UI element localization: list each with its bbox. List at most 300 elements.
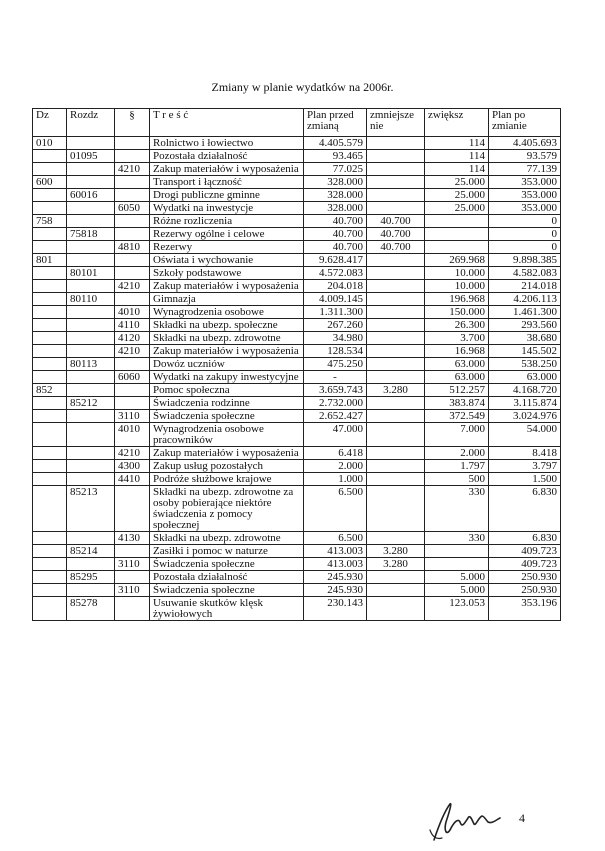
cell-paragraph: [115, 597, 150, 621]
cell-dz: [33, 202, 67, 215]
cell-rozdz: [67, 384, 115, 397]
cell-zmniejszenie: [367, 163, 425, 176]
cell-dz: [33, 597, 67, 621]
cell-plan-przed: 328.000: [304, 202, 367, 215]
table-row: [33, 176, 561, 189]
cell-zmniejszenie: [367, 319, 425, 332]
cell-paragraph: [115, 228, 150, 241]
cell-tresc: Zasiłki i pomoc w naturze: [150, 545, 304, 558]
cell-rozdz: [67, 371, 115, 384]
table-row: [33, 345, 561, 358]
cell-tresc: Zakup usług pozostałych: [150, 460, 304, 473]
cell-dz: [33, 486, 67, 532]
cell-plan-przed: 4.572.083: [304, 267, 367, 280]
table-row: [33, 447, 561, 460]
cell-paragraph: 4010: [115, 306, 150, 319]
cell-rozdz: [67, 176, 115, 189]
header-zwiekszenie: zwiększ: [425, 109, 489, 137]
cell-zmniejszenie: [367, 410, 425, 423]
cell-plan-po: 353.196: [489, 597, 561, 621]
cell-zmniejszenie: [367, 306, 425, 319]
cell-tresc: Oświata i wychowanie: [150, 254, 304, 267]
table-row: [33, 571, 561, 584]
cell-dz: [33, 423, 67, 447]
cell-zwiekszenie: 10.000: [425, 267, 489, 280]
cell-plan-po: 93.579: [489, 150, 561, 163]
cell-plan-po: 250.930: [489, 571, 561, 584]
table-row: [33, 584, 561, 597]
cell-dz: 600: [33, 176, 67, 189]
cell-dz: [33, 345, 67, 358]
cell-zmniejszenie: [367, 447, 425, 460]
cell-tresc: Rezerwy: [150, 241, 304, 254]
table-row: [33, 558, 561, 571]
cell-dz: 758: [33, 215, 67, 228]
cell-rozdz: [67, 215, 115, 228]
cell-plan-przed: 245.930: [304, 571, 367, 584]
cell-zwiekszenie: 25.000: [425, 189, 489, 202]
cell-tresc: Zakup materiałów i wyposażenia: [150, 345, 304, 358]
cell-zmniejszenie: [367, 202, 425, 215]
cell-zwiekszenie: 114: [425, 163, 489, 176]
cell-plan-przed: 2.000: [304, 460, 367, 473]
cell-zmniejszenie: [367, 371, 425, 384]
cell-dz: [33, 163, 67, 176]
cell-rozdz: [67, 473, 115, 486]
cell-zmniejszenie: 40.700: [367, 228, 425, 241]
cell-plan-przed: 40.700: [304, 215, 367, 228]
cell-rozdz: [67, 345, 115, 358]
cell-zwiekszenie: 1.797: [425, 460, 489, 473]
table-row: [33, 202, 561, 215]
cell-rozdz: 80110: [67, 293, 115, 306]
cell-rozdz: [67, 423, 115, 447]
cell-rozdz: [67, 163, 115, 176]
cell-rozdz: [67, 447, 115, 460]
cell-paragraph: [115, 254, 150, 267]
cell-plan-przed: 1.311.300: [304, 306, 367, 319]
cell-plan-przed: 204.018: [304, 280, 367, 293]
cell-tresc: Różne rozliczenia: [150, 215, 304, 228]
cell-plan-przed: 328.000: [304, 189, 367, 202]
cell-zwiekszenie: 114: [425, 137, 489, 150]
cell-plan-przed: 267.260: [304, 319, 367, 332]
table-row: [33, 306, 561, 319]
cell-zwiekszenie: [425, 558, 489, 571]
cell-paragraph: [115, 545, 150, 558]
cell-rozdz: [67, 558, 115, 571]
cell-dz: 010: [33, 137, 67, 150]
cell-tresc: Składki na ubezp. zdrowotne za osoby pobierające niektóre świadczenia z pomocy społecznej: [150, 486, 304, 532]
cell-zwiekszenie: [425, 545, 489, 558]
cell-paragraph: [115, 293, 150, 306]
cell-dz: [33, 558, 67, 571]
table-row: [33, 319, 561, 332]
cell-paragraph: 4130: [115, 532, 150, 545]
cell-paragraph: [115, 358, 150, 371]
cell-paragraph: [115, 571, 150, 584]
cell-zwiekszenie: 16.968: [425, 345, 489, 358]
table-row: [33, 397, 561, 410]
cell-plan-po: 353.000: [489, 202, 561, 215]
cell-dz: [33, 358, 67, 371]
cell-tresc: Świadczenia rodzinne: [150, 397, 304, 410]
page-number: 4: [519, 811, 525, 825]
cell-plan-po: 4.405.693: [489, 137, 561, 150]
cell-paragraph: 6050: [115, 202, 150, 215]
cell-plan-po: 6.830: [489, 532, 561, 545]
cell-paragraph: [115, 267, 150, 280]
cell-plan-przed: 2.732.000: [304, 397, 367, 410]
cell-dz: [33, 228, 67, 241]
cell-zwiekszenie: [425, 228, 489, 241]
cell-zwiekszenie: 25.000: [425, 176, 489, 189]
cell-zwiekszenie: 7.000: [425, 423, 489, 447]
cell-zmniejszenie: [367, 532, 425, 545]
cell-plan-przed: 3.659.743: [304, 384, 367, 397]
cell-zmniejszenie: [367, 254, 425, 267]
cell-zmniejszenie: [367, 571, 425, 584]
cell-tresc: Dowóz uczniów: [150, 358, 304, 371]
cell-plan-przed: 328.000: [304, 176, 367, 189]
table-row: [33, 532, 561, 545]
cell-zmniejszenie: [367, 345, 425, 358]
cell-plan-przed: 128.534: [304, 345, 367, 358]
cell-tresc: Drogi publiczne gminne: [150, 189, 304, 202]
cell-rozdz: 80101: [67, 267, 115, 280]
cell-paragraph: [115, 215, 150, 228]
cell-tresc: Składki na ubezp. społeczne: [150, 319, 304, 332]
cell-plan-przed: -: [304, 371, 367, 384]
table-row: [33, 423, 561, 447]
cell-plan-przed: 34.980: [304, 332, 367, 345]
document-title: Zmiany w planie wydatków na 2006r.: [211, 80, 394, 94]
cell-zwiekszenie: 330: [425, 532, 489, 545]
cell-paragraph: 6060: [115, 371, 150, 384]
header-tresc: T r e ś ć: [150, 109, 304, 137]
cell-zwiekszenie: 5.000: [425, 571, 489, 584]
cell-paragraph: 4210: [115, 345, 150, 358]
cell-dz: [33, 332, 67, 345]
signature: [420, 800, 510, 842]
cell-plan-po: 1.461.300: [489, 306, 561, 319]
cell-rozdz: 85212: [67, 397, 115, 410]
cell-rozdz: [67, 584, 115, 597]
cell-rozdz: [67, 460, 115, 473]
cell-tresc: Pozostała działalność: [150, 150, 304, 163]
cell-plan-przed: 93.465: [304, 150, 367, 163]
table-body: [33, 137, 561, 621]
table-row: [33, 545, 561, 558]
cell-zmniejszenie: [367, 473, 425, 486]
cell-zmniejszenie: [367, 189, 425, 202]
cell-paragraph: [115, 384, 150, 397]
header-plan-po: Plan po zmianie: [489, 109, 561, 137]
cell-paragraph: 3110: [115, 558, 150, 571]
cell-dz: [33, 189, 67, 202]
cell-paragraph: 4010: [115, 423, 150, 447]
cell-plan-przed: 6.418: [304, 447, 367, 460]
cell-plan-po: 353.000: [489, 176, 561, 189]
cell-tresc: Świadczenia społeczne: [150, 558, 304, 571]
cell-plan-przed: 9.628.417: [304, 254, 367, 267]
cell-rozdz: 60016: [67, 189, 115, 202]
cell-paragraph: 3110: [115, 410, 150, 423]
cell-zwiekszenie: 3.700: [425, 332, 489, 345]
cell-paragraph: 4410: [115, 473, 150, 486]
cell-zwiekszenie: 500: [425, 473, 489, 486]
cell-paragraph: 4810: [115, 241, 150, 254]
table-row: [33, 267, 561, 280]
table-row: [33, 473, 561, 486]
cell-zmniejszenie: 3.280: [367, 545, 425, 558]
cell-dz: [33, 473, 67, 486]
cell-zwiekszenie: 63.000: [425, 358, 489, 371]
cell-tresc: Wydatki na zakupy inwestycyjne: [150, 371, 304, 384]
table-header-row: [33, 109, 561, 137]
cell-rozdz: 85214: [67, 545, 115, 558]
budget-changes-table: [32, 108, 561, 621]
cell-paragraph: 4110: [115, 319, 150, 332]
cell-zmniejszenie: [367, 176, 425, 189]
table-row: [33, 137, 561, 150]
cell-zmniejszenie: [367, 584, 425, 597]
cell-dz: [33, 397, 67, 410]
cell-zwiekszenie: 269.968: [425, 254, 489, 267]
cell-plan-po: 353.000: [489, 189, 561, 202]
cell-zmniejszenie: [367, 460, 425, 473]
cell-plan-po: 3.024.976: [489, 410, 561, 423]
cell-zmniejszenie: 3.280: [367, 384, 425, 397]
cell-paragraph: 4300: [115, 460, 150, 473]
cell-zwiekszenie: 512.257: [425, 384, 489, 397]
table-row: [33, 163, 561, 176]
cell-rozdz: [67, 137, 115, 150]
cell-plan-po: 409.723: [489, 558, 561, 571]
cell-zmniejszenie: 40.700: [367, 241, 425, 254]
cell-zmniejszenie: [367, 137, 425, 150]
cell-zwiekszenie: [425, 241, 489, 254]
table-row: [33, 241, 561, 254]
cell-tresc: Składki na ubezp. zdrowotne: [150, 532, 304, 545]
table-row: [33, 280, 561, 293]
cell-tresc: Składki na ubezp. zdrowotne: [150, 332, 304, 345]
cell-dz: [33, 532, 67, 545]
cell-dz: [33, 241, 67, 254]
cell-dz: [33, 447, 67, 460]
cell-zwiekszenie: [425, 215, 489, 228]
cell-paragraph: [115, 137, 150, 150]
cell-plan-po: 0: [489, 241, 561, 254]
header-rozdz: Rozdz: [67, 109, 115, 137]
cell-zwiekszenie: 26.300: [425, 319, 489, 332]
table-row: [33, 189, 561, 202]
cell-dz: [33, 267, 67, 280]
cell-plan-przed: 230.143: [304, 597, 367, 621]
cell-plan-po: 250.930: [489, 584, 561, 597]
cell-dz: [33, 571, 67, 584]
cell-zmniejszenie: 3.280: [367, 558, 425, 571]
cell-plan-po: 409.723: [489, 545, 561, 558]
cell-plan-przed: 1.000: [304, 473, 367, 486]
cell-dz: [33, 410, 67, 423]
cell-tresc: Szkoły podstawowe: [150, 267, 304, 280]
cell-rozdz: [67, 319, 115, 332]
cell-zmniejszenie: [367, 293, 425, 306]
table-row: [33, 228, 561, 241]
table-row: [33, 358, 561, 371]
table-row: [33, 215, 561, 228]
cell-zmniejszenie: [367, 358, 425, 371]
cell-plan-przed: 413.003: [304, 558, 367, 571]
cell-zwiekszenie: 114: [425, 150, 489, 163]
cell-plan-po: 54.000: [489, 423, 561, 447]
cell-zmniejszenie: [367, 423, 425, 447]
cell-rozdz: 85295: [67, 571, 115, 584]
cell-rozdz: [67, 254, 115, 267]
cell-plan-przed: 40.700: [304, 228, 367, 241]
cell-zmniejszenie: [367, 486, 425, 532]
cell-rozdz: [67, 532, 115, 545]
cell-zwiekszenie: 123.053: [425, 597, 489, 621]
cell-paragraph: 4210: [115, 163, 150, 176]
cell-tresc: Zakup materiałów i wyposażenia: [150, 280, 304, 293]
cell-rozdz: [67, 241, 115, 254]
header-plan-przed: Plan przed zmianą: [304, 109, 367, 137]
cell-plan-po: 4.582.083: [489, 267, 561, 280]
table-row: [33, 460, 561, 473]
cell-paragraph: [115, 397, 150, 410]
table-row: [33, 293, 561, 306]
cell-tresc: Zakup materiałów i wyposażenia: [150, 163, 304, 176]
cell-zmniejszenie: [367, 597, 425, 621]
cell-dz: [33, 293, 67, 306]
cell-zwiekszenie: 2.000: [425, 447, 489, 460]
table-row: [33, 254, 561, 267]
cell-zwiekszenie: 372.549: [425, 410, 489, 423]
cell-dz: [33, 306, 67, 319]
cell-tresc: Pozostała działalność: [150, 571, 304, 584]
cell-rozdz: [67, 280, 115, 293]
cell-tresc: Podróże służbowe krajowe: [150, 473, 304, 486]
cell-dz: [33, 545, 67, 558]
cell-plan-po: 0: [489, 228, 561, 241]
cell-plan-przed: 413.003: [304, 545, 367, 558]
cell-dz: [33, 280, 67, 293]
cell-tresc: Zakup materiałów i wyposażenia: [150, 447, 304, 460]
table-row: [33, 332, 561, 345]
cell-rozdz: [67, 306, 115, 319]
cell-zmniejszenie: 40.700: [367, 215, 425, 228]
cell-plan-przed: 2.652.427: [304, 410, 367, 423]
cell-plan-po: 293.560: [489, 319, 561, 332]
cell-zmniejszenie: [367, 397, 425, 410]
cell-plan-po: 3.115.874: [489, 397, 561, 410]
table-row: [33, 597, 561, 621]
cell-paragraph: [115, 176, 150, 189]
cell-plan-przed: 245.930: [304, 584, 367, 597]
header-dz: Dz: [33, 109, 67, 137]
cell-plan-po: 145.502: [489, 345, 561, 358]
cell-rozdz: 01095: [67, 150, 115, 163]
cell-rozdz: 75818: [67, 228, 115, 241]
cell-plan-po: 538.250: [489, 358, 561, 371]
cell-tresc: Wynagrodzenia osobowe: [150, 306, 304, 319]
cell-plan-po: 77.139: [489, 163, 561, 176]
cell-zwiekszenie: 63.000: [425, 371, 489, 384]
cell-paragraph: [115, 486, 150, 532]
cell-plan-po: 214.018: [489, 280, 561, 293]
cell-rozdz: [67, 410, 115, 423]
cell-dz: [33, 584, 67, 597]
cell-plan-przed: 77.025: [304, 163, 367, 176]
cell-tresc: Wynagrodzenia osobowe pracowników: [150, 423, 304, 447]
cell-zwiekszenie: 383.874: [425, 397, 489, 410]
cell-plan-po: 9.898.385: [489, 254, 561, 267]
cell-dz: 801: [33, 254, 67, 267]
table-row: [33, 371, 561, 384]
cell-tresc: Rezerwy ogólne i celowe: [150, 228, 304, 241]
cell-rozdz: 80113: [67, 358, 115, 371]
cell-zwiekszenie: 10.000: [425, 280, 489, 293]
cell-tresc: Świadczenia społeczne: [150, 584, 304, 597]
cell-zwiekszenie: 150.000: [425, 306, 489, 319]
cell-rozdz: 85278: [67, 597, 115, 621]
cell-dz: 852: [33, 384, 67, 397]
cell-zwiekszenie: 330: [425, 486, 489, 532]
cell-dz: [33, 460, 67, 473]
header-paragraph: §: [115, 109, 150, 137]
cell-zwiekszenie: 196.968: [425, 293, 489, 306]
cell-zmniejszenie: [367, 332, 425, 345]
cell-paragraph: [115, 189, 150, 202]
cell-paragraph: 4210: [115, 280, 150, 293]
table-row: [33, 486, 561, 532]
cell-plan-przed: 6.500: [304, 532, 367, 545]
cell-paragraph: 4210: [115, 447, 150, 460]
cell-paragraph: 3110: [115, 584, 150, 597]
cell-zmniejszenie: [367, 267, 425, 280]
cell-rozdz: 85213: [67, 486, 115, 532]
cell-plan-po: 38.680: [489, 332, 561, 345]
cell-plan-po: 8.418: [489, 447, 561, 460]
cell-plan-po: 0: [489, 215, 561, 228]
table-row: [33, 384, 561, 397]
cell-tresc: Gimnazja: [150, 293, 304, 306]
cell-zwiekszenie: 5.000: [425, 584, 489, 597]
cell-zmniejszenie: [367, 280, 425, 293]
cell-plan-po: 3.797: [489, 460, 561, 473]
table-row: [33, 410, 561, 423]
cell-paragraph: 4120: [115, 332, 150, 345]
cell-plan-po: 1.500: [489, 473, 561, 486]
cell-tresc: Świadczenia społeczne: [150, 410, 304, 423]
cell-rozdz: [67, 202, 115, 215]
cell-tresc: Transport i łączność: [150, 176, 304, 189]
cell-rozdz: [67, 332, 115, 345]
cell-plan-przed: 47.000: [304, 423, 367, 447]
header-zmniejszenie: zmniejsze nie: [367, 109, 425, 137]
cell-zmniejszenie: [367, 150, 425, 163]
cell-dz: [33, 150, 67, 163]
cell-tresc: Wydatki na inwestycje: [150, 202, 304, 215]
cell-tresc: Usuwanie skutków klęsk żywiołowych: [150, 597, 304, 621]
cell-plan-po: 6.830: [489, 486, 561, 532]
cell-tresc: Pomoc społeczna: [150, 384, 304, 397]
cell-plan-po: 63.000: [489, 371, 561, 384]
cell-dz: [33, 319, 67, 332]
cell-plan-przed: 40.700: [304, 241, 367, 254]
